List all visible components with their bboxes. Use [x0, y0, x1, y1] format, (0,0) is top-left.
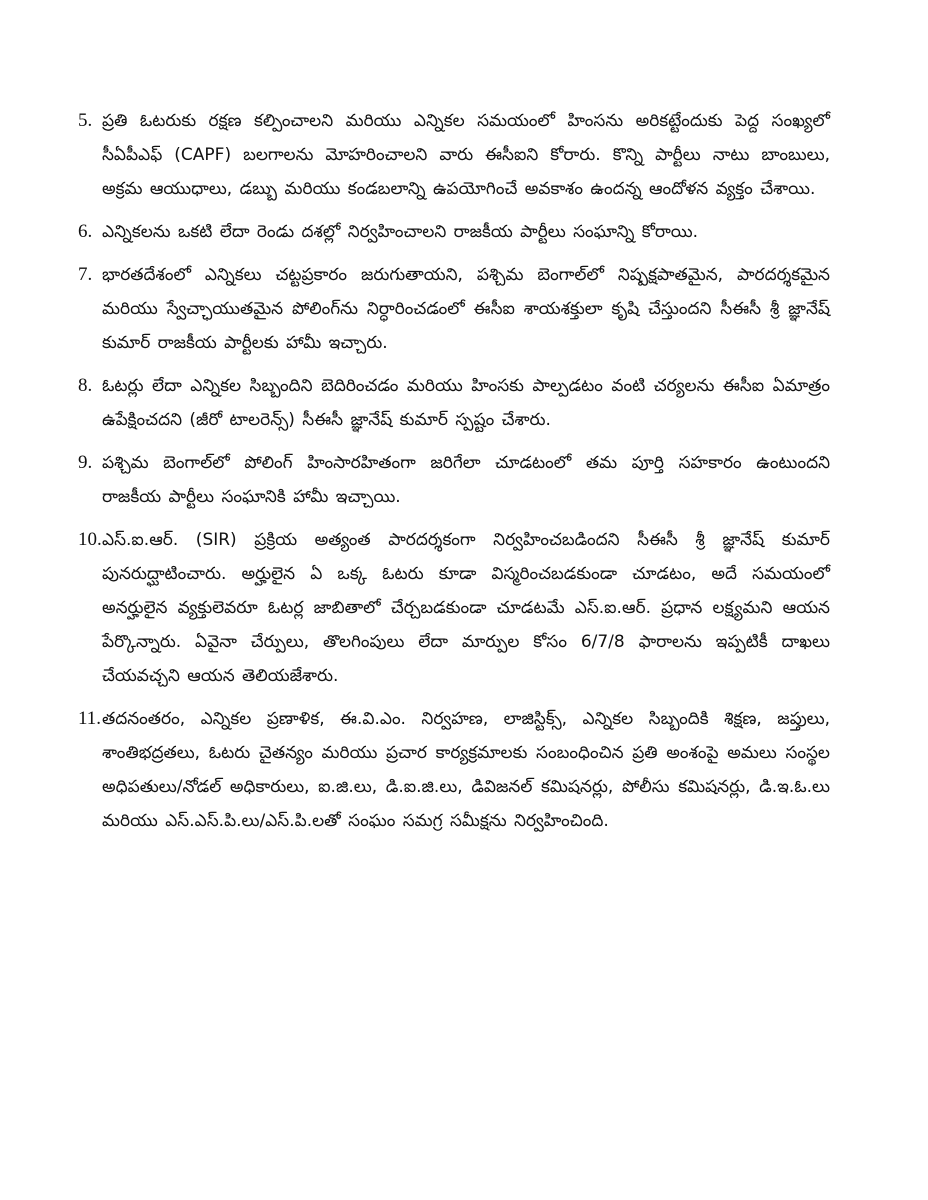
item-text: పశ్చిమ బెంగాల్‌లో పోలింగ్ హింసారహితంగా జరిగేలా చూడటంలో తమ పూర్తి సహకారం ఉంటుందని రాజకీయ పార్టీలు సంఘానికి హామీ ఇచ్చాయి. — [102, 453, 830, 507]
item-text: ఎస్.ఐ.ఆర్. (SIR) ప్రక్రియ అత్యంత పారదర్శకంగా నిర్వహించబడిందని సీఈసీ శ్రీ జ్ఞానేష్ కుమార్ పునరుద్ఘాటించారు. అర్హులైన ఏ ఒక్క ఓటరు కూడా విస్మరించబడకుండా చూడటం, అదే సమయంలో అనర్హులైన వ్యక్తులెవరూ ఓటర్ల జాబితాలో చేర్చబడకుండా చూడటమే ఎస్.ఐ.ఆర్. ప్రధాన లక్ష్యమని ఆయన పేర్కొన్నారు. ఏవైనా చేర్పులు, తొలగింపులు లేదా మార్పుల కోసం 6/7/8 ఫారాలను ఇప్పటికీ దాఖలు చేయవచ్చని ఆయన తెలియజేశారు. — [102, 530, 830, 686]
list-item-11 — [78, 702, 830, 838]
item-text: ప్రతి ఓటరుకు రక్షణ కల్పించాలని మరియు ఎన్నికల సమయంలో హింసను అరికట్టేందుకు పెద్ద సంఖ్యలో సీఏపీఎఫ్ (CAPF) బలగాలను మోహరించాలని వారు ఈసీఐని కోరారు. కొన్ని పార్టీలు నాటు బాంబులు, అక్రమ ఆయుధాలు, డబ్బు మరియు కండబలాన్ని ఉపయోగించే అవకాశం ఉందన్న ఆందోళన వ్యక్తం చేశాయి. — [102, 111, 830, 199]
item-number: 8. — [78, 375, 93, 396]
item-number: 5. — [78, 110, 93, 131]
item-text: తదనంతరం, ఎన్నికల ప్రణాళిక, ఈ.వి.ఎం. నిర్వహణ, లాజిస్టిక్స్, ఎన్నికల సిబ్బందికి శిక్షణ, జప్తులు, శాంతిభద్రతలు, ఓటరు చైతన్యం మరియు ప్రచార కార్యక్రమాలకు సంబంధించిన ప్రతి అంశంపై అమలు సంస్థల అధిపతులు/నోడల్ అధికారులు, ఐ.జి.లు, డి.ఐ.జి.లు, డివిజనల్ కమిషనర్లు, పోలీసు కమిషనర్లు, డి.ఇ.ఓ.లు మరియు ఎస్.ఎస్.పి.లు/ఎస్.పి.లతో సంఘం సమగ్ర సమీక్షను నిర్వహించింది. — [102, 709, 830, 831]
list-item-5 — [78, 104, 830, 206]
item-number: 9. — [78, 452, 93, 473]
list-item-9 — [78, 446, 830, 514]
item-number: 11. — [78, 708, 102, 729]
item-text: ఓటర్లు లేదా ఎన్నికల సిబ్బందిని బెదిరించడం మరియు హింసకు పాల్పడటం వంటి చర్యలను ఈసీఐ ఏమాత్రం ఉపేక్షించదని (జీరో టాలరెన్స్) సీఈసీ జ్ఞానేష్ కుమార్ స్పష్టం చేశారు. — [102, 376, 830, 430]
item-number: 6. — [78, 221, 93, 242]
item-text: ఎన్నికలను ఒకటి లేదా రెండు దశల్లో నిర్వహించాలని రాజకీయ పార్టీలు సంఘాన్ని కోరాయి. — [102, 222, 699, 242]
numbered-list — [78, 104, 830, 847]
list-item-7 — [78, 258, 830, 360]
list-item-8 — [78, 369, 830, 437]
item-number: 10. — [78, 529, 102, 550]
list-item-6 — [78, 215, 830, 249]
item-number: 7. — [78, 264, 93, 285]
item-text: భారతదేశంలో ఎన్నికలు చట్టప్రకారం జరుగుతాయని, పశ్చిమ బెంగాల్‌లో నిష్పక్షపాతమైన, పారదర్శకమైన మరియు స్వేచ్ఛాయుతమైన పోలింగ్‌ను నిర్ధారించడంలో ఈసీఐ శాయశక్తులా కృషి చేస్తుందని సీఈసీ శ్రీ జ్ఞానేష్ కుమార్ రాజకీయ పార్టీలకు హామీ ఇచ్చారు. — [102, 265, 830, 353]
list-item-10 — [78, 523, 830, 693]
